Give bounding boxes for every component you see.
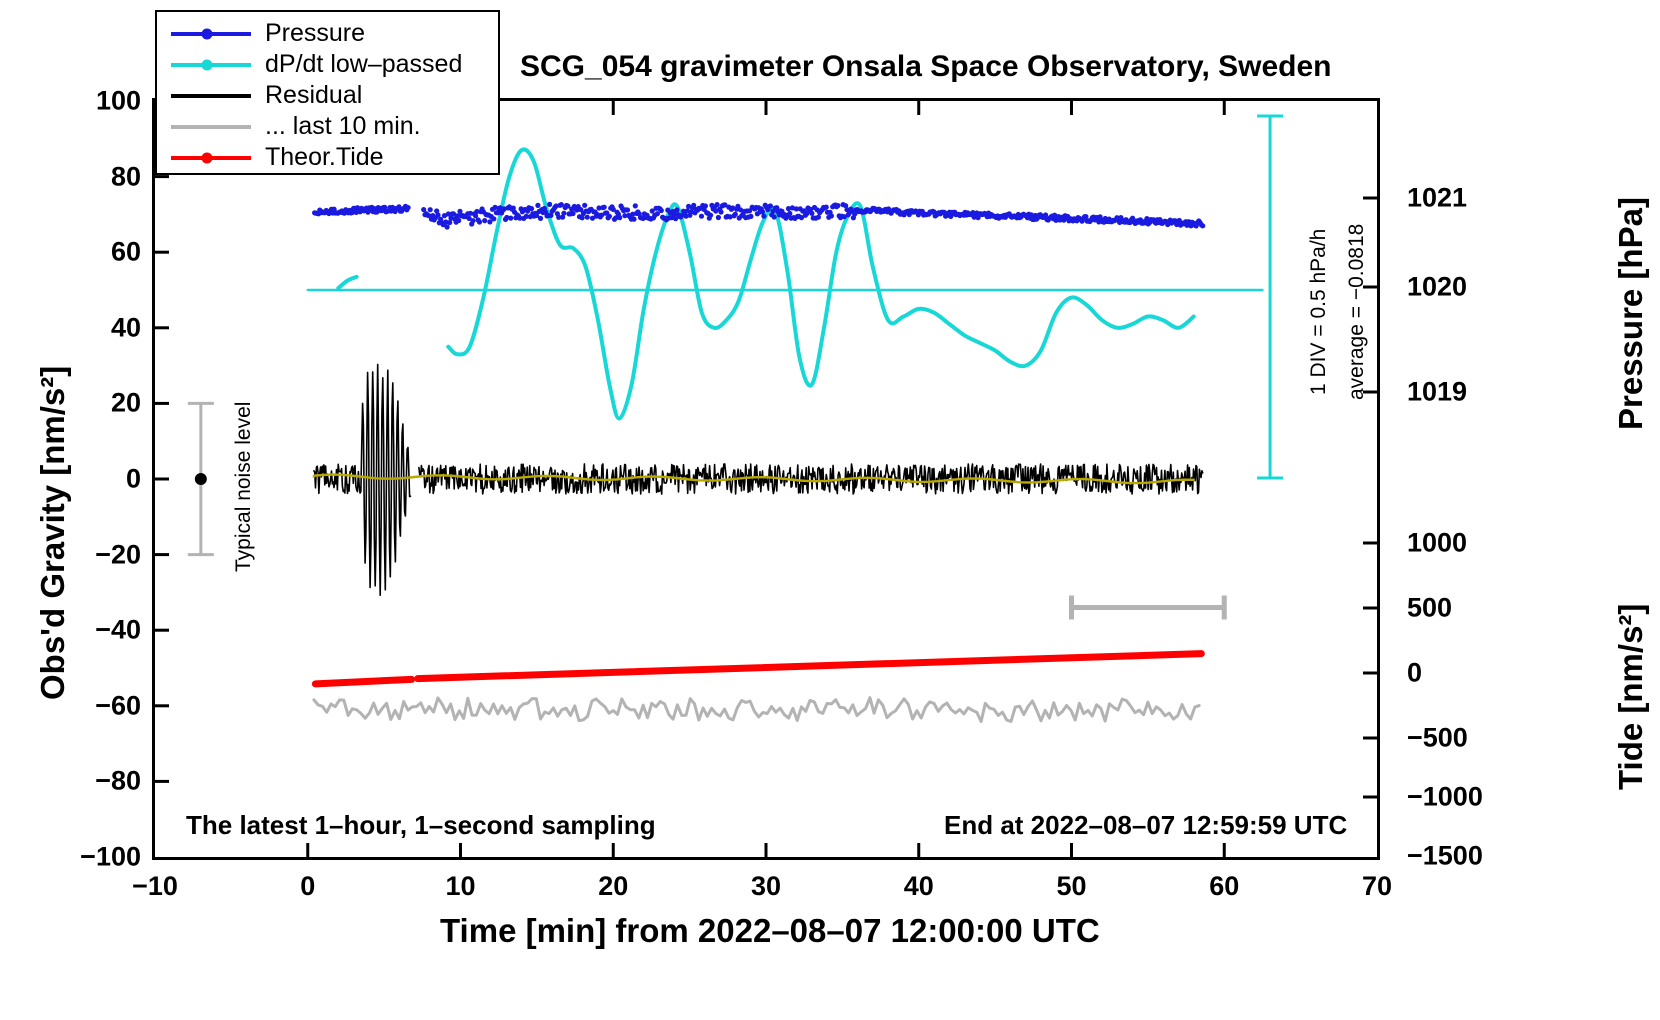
y-tick-left: −100 bbox=[80, 841, 141, 872]
x-axis-title: Time [min] from 2022–08–07 12:00:00 UTC bbox=[440, 912, 1100, 949]
y-tick-left: 100 bbox=[95, 85, 141, 116]
series-pressure-point bbox=[631, 217, 636, 222]
y-tick-left: −80 bbox=[95, 765, 141, 796]
series-pressure-point bbox=[406, 205, 411, 210]
legend-item-label: dP/dt low–passed bbox=[265, 50, 463, 78]
series-pressure-point bbox=[625, 207, 630, 212]
series-pressure-point bbox=[716, 215, 721, 220]
series-pressure-point bbox=[491, 216, 496, 221]
x-tick: 40 bbox=[903, 871, 934, 901]
y-tick-right: −1000 bbox=[1407, 781, 1483, 812]
series-pressure-point bbox=[617, 215, 622, 220]
series-pressure-point bbox=[529, 206, 534, 211]
y-tick-left: −20 bbox=[95, 539, 141, 570]
series-pressure-point bbox=[699, 214, 704, 219]
y-tick-right: 1021 bbox=[1407, 182, 1468, 213]
y-tick-left: −60 bbox=[95, 690, 141, 721]
x-tick: 50 bbox=[1056, 871, 1087, 901]
y-tick-right: 1019 bbox=[1407, 376, 1468, 407]
x-tick: 0 bbox=[300, 871, 316, 901]
series-pressure-point bbox=[787, 211, 792, 216]
y-tick-left: 0 bbox=[125, 463, 141, 494]
legend-key-icon bbox=[171, 148, 251, 168]
typical-noise-dot bbox=[195, 473, 207, 485]
series-pressure-point bbox=[809, 211, 814, 216]
series-pressure-point bbox=[607, 214, 612, 219]
x-tick: 70 bbox=[1361, 871, 1393, 901]
series-pressure-point bbox=[674, 207, 679, 212]
y-tick-right: −1500 bbox=[1407, 840, 1483, 871]
series-pressure-point bbox=[816, 215, 821, 220]
series-pressure-point bbox=[602, 205, 607, 210]
series-pressure-point bbox=[570, 211, 575, 216]
legend-key-icon bbox=[171, 117, 251, 137]
legend-key-icon bbox=[171, 55, 251, 75]
legend-item-label: Theor.Tide bbox=[265, 143, 384, 171]
legend-item-label: Pressure bbox=[265, 19, 366, 47]
y-tick-right: 1020 bbox=[1407, 271, 1468, 302]
series-pressure-point bbox=[582, 203, 587, 208]
series-theor-tide bbox=[315, 679, 411, 684]
div-scale-label: 1 DIV = 0.5 hPa/h bbox=[1307, 228, 1330, 395]
y-tick-right: 0 bbox=[1407, 657, 1423, 688]
legend-item[interactable] bbox=[157, 80, 498, 111]
legend-key-icon bbox=[171, 24, 251, 44]
series-pressure-point bbox=[535, 203, 540, 208]
series-dpdt-stub bbox=[338, 277, 356, 288]
y-tick-left: 60 bbox=[110, 236, 141, 267]
series-pressure-point bbox=[703, 203, 708, 208]
series-pressure-point bbox=[547, 202, 552, 207]
series-theor-tide bbox=[418, 654, 1202, 679]
pressure-div-bar bbox=[1257, 116, 1283, 478]
average-label: average = −0.0818 bbox=[1345, 223, 1368, 400]
y-tick-right: 500 bbox=[1407, 592, 1453, 623]
series-last-10-min bbox=[314, 698, 1199, 722]
series-pressure-point bbox=[761, 214, 766, 219]
series-pressure-point bbox=[508, 216, 513, 221]
series-pressure-point bbox=[585, 215, 590, 220]
series-pressure-point bbox=[633, 203, 638, 208]
series-pressure-point bbox=[456, 218, 461, 223]
series-pressure-point bbox=[772, 214, 777, 219]
series-pressure-point bbox=[829, 213, 834, 218]
y-tick-left: 80 bbox=[110, 161, 141, 192]
series-pressure-point bbox=[835, 203, 840, 208]
typical-noise-label: Typical noise level bbox=[232, 401, 255, 572]
series-pressure-point bbox=[733, 212, 738, 217]
x-tick: 60 bbox=[1209, 871, 1240, 901]
legend-item-label: Residual bbox=[265, 81, 363, 109]
series-pressure-point bbox=[482, 218, 487, 223]
footer-left-label: The latest 1–hour, 1–second sampling bbox=[186, 810, 656, 840]
series-pressure-point bbox=[445, 224, 450, 229]
series-pressure-point bbox=[428, 207, 433, 212]
x-tick: 20 bbox=[598, 871, 629, 901]
legend-item[interactable] bbox=[157, 49, 498, 80]
legend-item-label: ... last 10 min. bbox=[265, 112, 421, 140]
series-pressure-point bbox=[715, 202, 720, 207]
legend-item[interactable] bbox=[157, 111, 498, 142]
series-pressure-point bbox=[708, 213, 713, 218]
series-pressure-point bbox=[748, 214, 753, 219]
footer-right-label: End at 2022–08–07 12:59:59 UTC bbox=[944, 810, 1348, 840]
y-tick-left: −40 bbox=[95, 614, 141, 645]
y-tick-left: 20 bbox=[110, 387, 141, 418]
x-tick: −10 bbox=[132, 871, 178, 901]
series-dpdt bbox=[448, 149, 1193, 418]
legend-item[interactable] bbox=[157, 18, 498, 49]
series-pressure-point bbox=[1200, 223, 1205, 228]
series-pressure-point bbox=[659, 208, 664, 213]
y-axis-right-top-title: Pressure [hPa] bbox=[1612, 197, 1649, 430]
chart-title: SCG_054 gravimeter Onsala Space Observatory, Sweden bbox=[520, 50, 1332, 83]
y-tick-right: 1000 bbox=[1407, 527, 1468, 558]
typical-noise-marker bbox=[188, 403, 214, 554]
legend-item[interactable] bbox=[157, 142, 498, 173]
x-tick: 10 bbox=[445, 871, 476, 901]
series-pressure-point bbox=[718, 209, 723, 214]
y-axis-right-bottom-title: Tide [nm/s²] bbox=[1612, 603, 1649, 790]
series-pressure-point bbox=[477, 219, 482, 224]
y-tick-left: 40 bbox=[110, 312, 141, 343]
last10-scale-bar bbox=[1072, 596, 1225, 620]
y-axis-left-title: Obs'd Gravity [nm/s²] bbox=[34, 365, 71, 700]
x-tick: 30 bbox=[750, 871, 782, 901]
series-pressure-point bbox=[824, 205, 829, 210]
series-pressure-point bbox=[538, 216, 543, 221]
legend bbox=[155, 10, 500, 175]
series-pressure-point bbox=[768, 203, 773, 208]
y-tick-right: −500 bbox=[1407, 722, 1468, 753]
series-pressure-point bbox=[470, 218, 475, 223]
series-pressure-point bbox=[561, 211, 566, 216]
legend-key-icon bbox=[171, 86, 251, 106]
